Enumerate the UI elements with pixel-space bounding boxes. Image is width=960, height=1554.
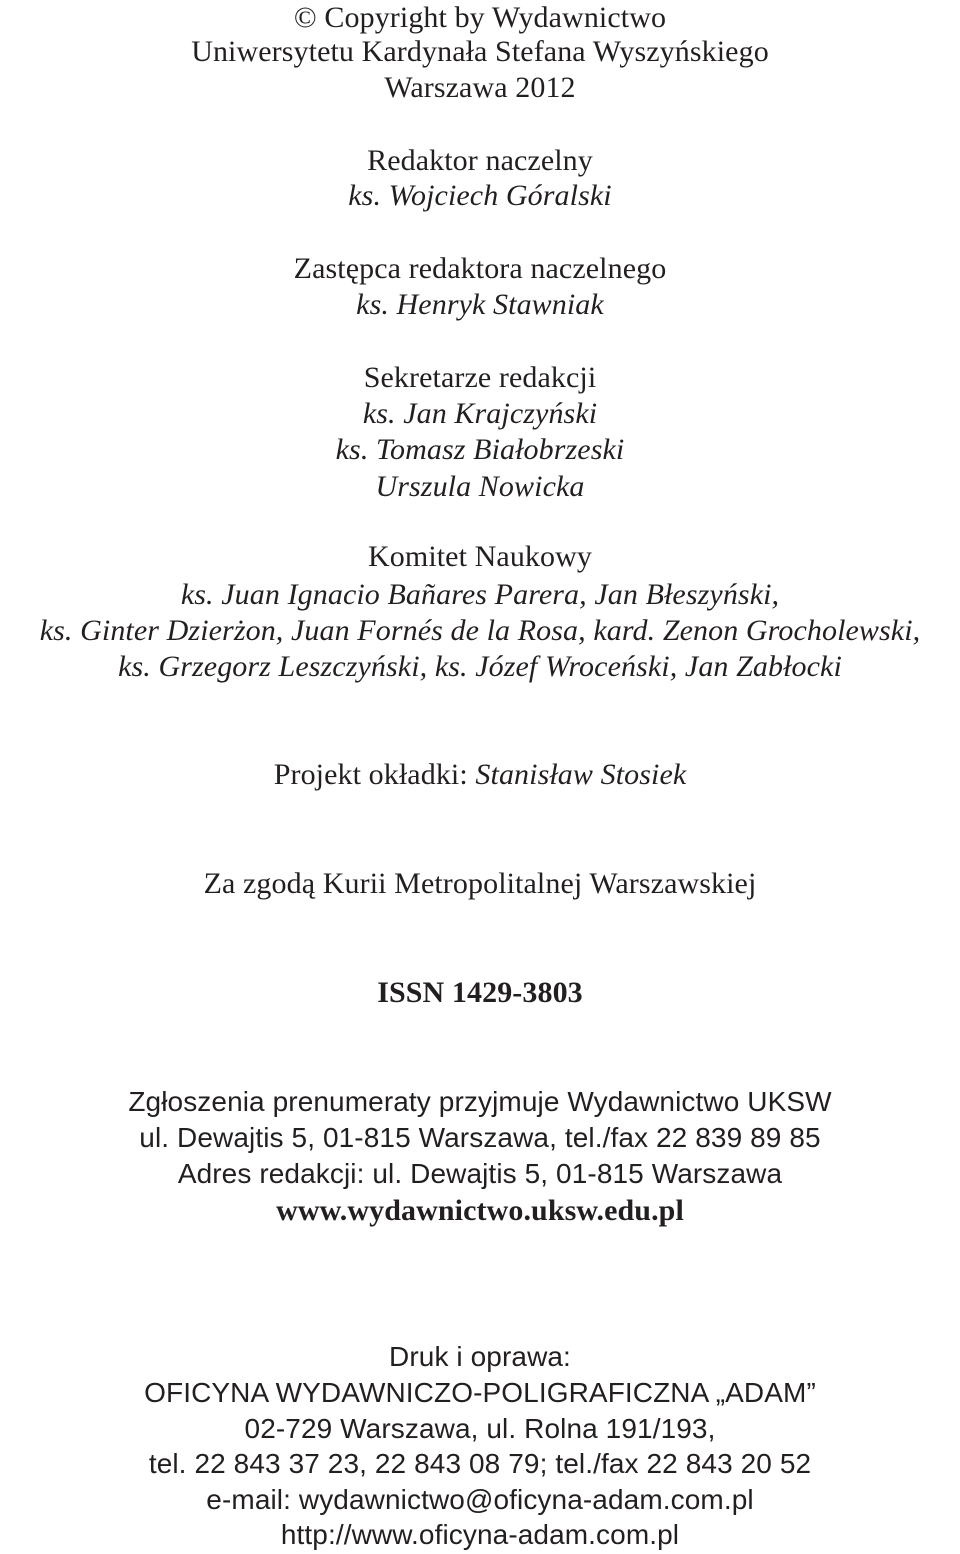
subscription-line-2: ul. Dewajtis 5, 01-815 Warszawa, tel./fax 22 839 89 85 [139, 1122, 821, 1153]
printing-email: e-mail: wydawnictwo@oficyna-adam.com.pl [206, 1484, 754, 1515]
secretary-name: Urszula Nowicka [375, 470, 585, 503]
committee-label: Komitet Naukowy [368, 540, 592, 573]
committee-members-line: ks. Grzegorz Leszczyński, ks. Józef Wroceński, Jan Zabłocki [118, 650, 842, 683]
printing-address: 02-729 Warszawa, ul. Rolna 191/193, [244, 1413, 716, 1444]
cover-design-label: Projekt okładki: [273, 758, 468, 791]
secretaries-label: Sekretarze redakcji [363, 361, 597, 394]
deputy-editor-label: Zastępca redaktora naczelnego [293, 252, 667, 285]
cover-design [0, 757, 960, 793]
printing-phones: tel. 22 843 37 23, 22 843 08 79; tel./fax 22 843 20 52 [148, 1448, 812, 1479]
secretary-name: ks. Tomasz Białobrzeski [335, 433, 625, 466]
committee-members-line: ks. Juan Ignacio Bañares Parera, Jan Błeszyński, [180, 578, 780, 611]
deputy-editor-name: ks. Henryk Stawniak [356, 288, 604, 321]
printing-company: OFICYNA WYDAWNICZO-POLIGRAFICZNA „ADAM” [144, 1377, 816, 1408]
copyright-line-1: © Copyright by Wydawnictwo [293, 1, 667, 34]
secretary-name: ks. Jan Krajczyński [362, 397, 598, 430]
subscription-line-1: Zgłoszenia prenumeraty przyjmuje Wydawnictwo UKSW [128, 1086, 832, 1117]
committee-members-line: ks. Ginter Dzierżon, Juan Fornés de la Rosa, kard. Zenon Grocholewski, [39, 614, 921, 647]
printing-label: Druk i oprawa: [389, 1341, 571, 1372]
editorial-address: Adres redakcji: ul. Dewajtis 5, 01-815 Warszawa [177, 1158, 783, 1189]
copyright-line-2: Uniwersytetu Kardynała Stefana Wyszyńskiego [191, 35, 769, 68]
church-approval: Za zgodą Kurii Metropolitalnej Warszawskiej [203, 867, 757, 900]
printing-website: http://www.oficyna-adam.com.pl [280, 1519, 680, 1550]
editor-in-chief-name: ks. Wojciech Góralski [348, 179, 612, 212]
copyright-line-3: Warszawa 2012 [384, 71, 576, 104]
issn: ISSN 1429-3803 [377, 976, 583, 1009]
editor-in-chief-label: Redaktor naczelny [367, 144, 593, 177]
publisher-website: www.wydawnictwo.uksw.edu.pl [276, 1194, 684, 1227]
cover-designer-name: Stanisław Stosiek [475, 758, 687, 791]
